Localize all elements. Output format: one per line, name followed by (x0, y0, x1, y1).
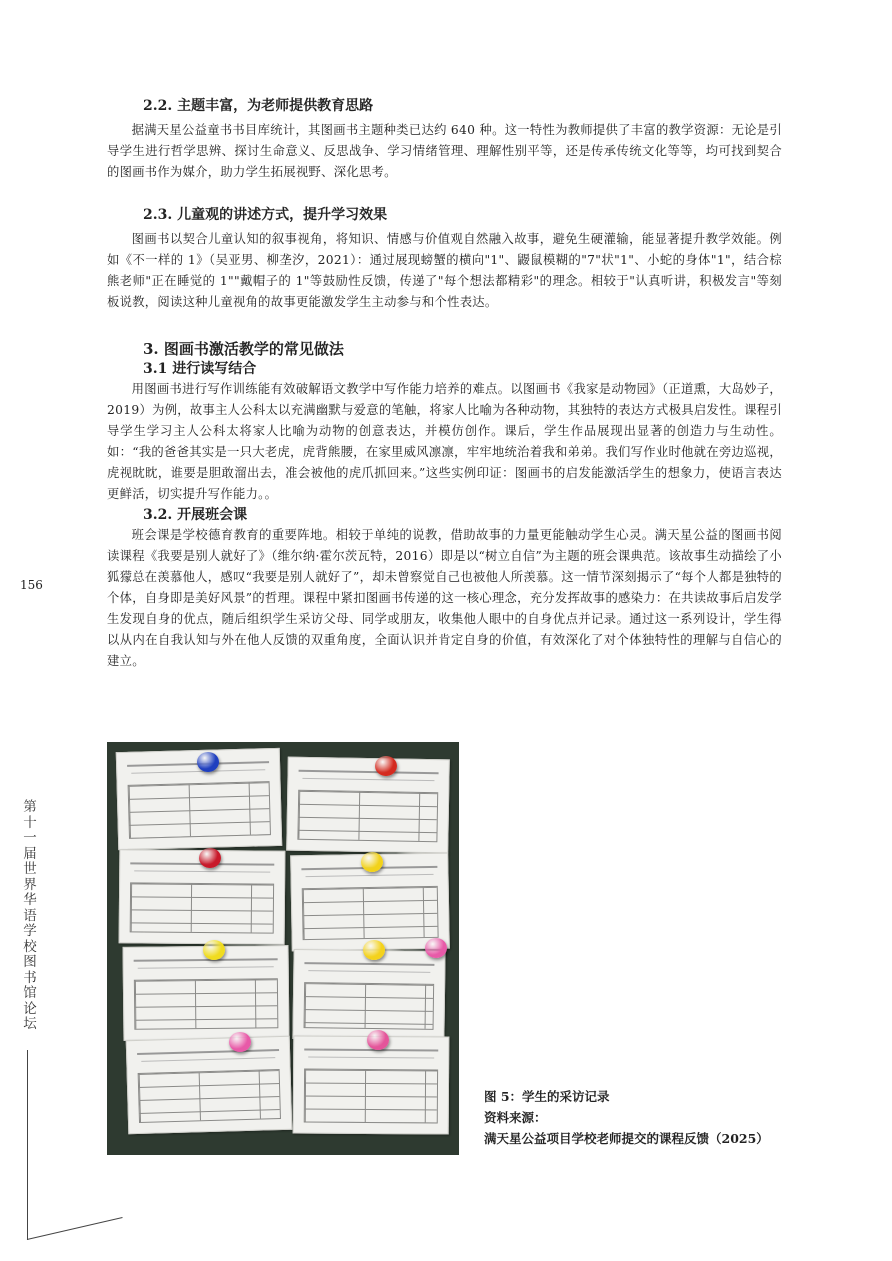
figure-caption: 图 5：学生的采访记录 (484, 1089, 610, 1104)
heading-2-2: 2.2. 主题丰富，为老师提供教育思路 (143, 98, 374, 114)
heading-3-1: 3.1 进行读写结合 (143, 361, 257, 377)
paragraph-2-3: 图画书以契合儿童认知的叙事视角，将知识、情感与价值观自然融入故事，避免生硬灌输，能显著提升教学效能。例如《不一样的 1》（吴亚男、柳垄汐，2021）：通过展现螃蟹的横向"1"、鼹鼠模糊的"7"状"1"、小蛇的身体"1"，结合棕熊老师"正在睡觉的 1""戴帽子的 1"等鼓励性反馈，传递了"每个想法都精彩"的理念。相较于"认真听讲，积极发言"等刻板说教，阅读这种儿童视角的故事更能激发学生主动参与和个性表达。 (107, 232, 782, 309)
sidebar-rule (27, 1050, 28, 1240)
vertical-journal-title: 第 十 一 届 世 界 华 语 学 校 图 书 馆 论 坛 (23, 799, 37, 1032)
record-sheet (293, 1035, 450, 1134)
interview-records-photo (107, 742, 459, 1155)
magnet-pin (199, 848, 221, 868)
paragraph-2-2: 据满天星公益童书书目库统计，其图画书主题种类已达约 640 种。这一特性为教师提供了丰富的教学资源：无论是引导学生进行哲学思辨、探讨生命意义、反思战争、学习情绪管理、理解性别平等，还是传承传统文化等等，均可找到契合的图画书作为媒介，助力学生拓展视野、深化思考。 (107, 123, 782, 179)
magnet-pin (203, 940, 225, 960)
paragraph-3-2: 班会课是学校德育教育的重要阵地。相较于单纯的说教，借助故事的力量更能触动学生心灵。满天星公益的图画书阅读课程《我要是别人就好了》（维尔纳·霍尔茨瓦特，2016）即是以“树立自信”为主题的班会课典范。该故事生动描绘了小狐獴总在羡慕他人，感叹“我要是别人就好了”，却未曾察觉自己也被他人所羡慕。这一情节深刻揭示了“每个人都是独特的个体，自身即是美好风景”的哲理。课程中紧扣图画书传递的这一核心理念，充分发挥故事的感染力：在共读故事后启发学生发现自身的优点，随后组织学生采访父母、同学或朋友，收集他人眼中的自身优点并记录。通过这一系列设计，学生得以从内在自我认知与外在他人反馈的双重角度，全面认识并肯定自身的价值，有效深化了对个体独特性的理解与自信心的建立。 (107, 528, 782, 668)
magnet-pin (197, 752, 219, 772)
figure-source-text: 满天星公益项目学校老师提交的课程反馈（2025） (484, 1131, 769, 1146)
magnet-pin (363, 940, 385, 960)
heading-3: 3. 图画书激活教学的常见做法 (143, 340, 344, 358)
sidebar-slant-rule (27, 1217, 123, 1240)
magnet-pin (425, 938, 447, 958)
page-number: 156 (20, 578, 43, 592)
heading-3-2: 3.2. 开展班会课 (143, 507, 248, 523)
heading-2-3: 2.3. 儿童观的讲述方式，提升学习效果 (143, 207, 388, 223)
magnet-pin (367, 1030, 389, 1050)
magnet-pin (229, 1032, 251, 1052)
paragraph-3-1: 用图画书进行写作训练能有效破解语文教学中写作能力培养的难点。以图画书《我家是动物园》（正道熏，大岛妙子，2019）为例，故事主人公科太以充满幽默与爱意的笔触，将家人比喻为各种动物，其独特的表达方式极具启发性。课程引导学生学习主人公科太将家人比喻为动物的创意表达，并模仿创作。课后，学生作品展现出显著的创造力与生动性。如：“我的爸爸其实是一只大老虎，虎背熊腰，在家里威风凛凛，牢牢地统治着我和弟弟。我们写作业时他就在旁边巡视，虎视眈眈，谁要是胆敢溜出去，准会被他的虎爪抓回来。”这些实例印证：图画书的启发能激活学生的想象力，使语言表达更鲜活，切实提升写作能力。。 (107, 382, 782, 501)
record-sheet (123, 945, 290, 1041)
record-sheet (126, 1036, 293, 1135)
article-body (107, 96, 782, 672)
figure-source-label: 资料来源： (484, 1110, 547, 1125)
magnet-pin (375, 756, 397, 776)
record-sheet (292, 949, 445, 1041)
record-sheet (286, 757, 450, 854)
magnet-pin (361, 852, 383, 872)
